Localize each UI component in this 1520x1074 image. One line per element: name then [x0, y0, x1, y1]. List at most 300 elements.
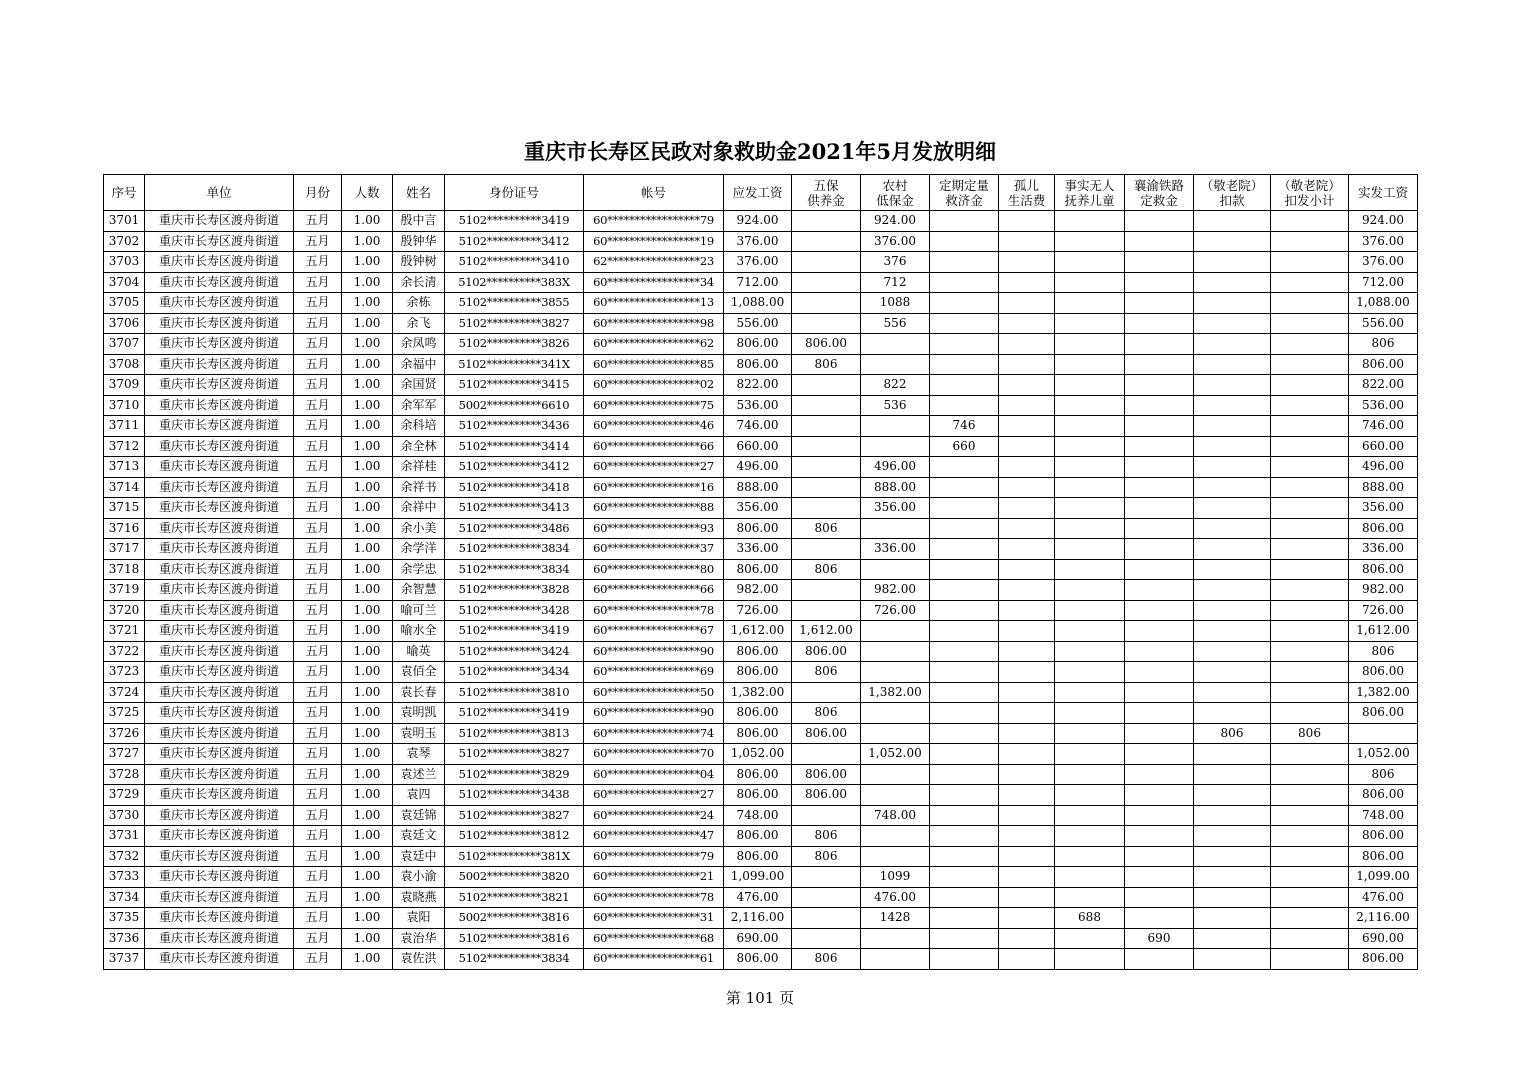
cell-name: 余福中: [393, 354, 445, 375]
cell-orphan: [999, 231, 1055, 252]
cell-gross-pay: 1,088.00: [724, 293, 792, 314]
table-row: [104, 436, 1418, 457]
cell-net-pay: 726.00: [1349, 600, 1418, 621]
cell-wubao: [792, 867, 861, 888]
column-header-id-number: 身份证号: [445, 175, 584, 211]
table-row: [104, 805, 1418, 826]
cell-count: 1.00: [342, 867, 393, 888]
cell-name: 余飞: [393, 313, 445, 334]
cell-account: 60*****************98: [584, 313, 724, 334]
cell-gross-pay: 888.00: [724, 477, 792, 498]
cell-name: 袁长春: [393, 682, 445, 703]
cell-wubao: 1,612.00: [792, 621, 861, 642]
cell-net-pay: 806.00: [1349, 518, 1418, 539]
cell-unit: 重庆市长寿区渡舟街道: [145, 313, 294, 334]
cell-account: 60*****************93: [584, 518, 724, 539]
table-row: [104, 908, 1418, 929]
cell-orphan: [999, 744, 1055, 765]
cell-orphan: [999, 805, 1055, 826]
cell-id-number: 5102**********383X: [445, 272, 584, 293]
cell-xiangyu: [1125, 682, 1194, 703]
cell-wubao: 806.00: [792, 764, 861, 785]
cell-dingqi: [930, 354, 999, 375]
cell-deduct-subtotal: [1271, 805, 1349, 826]
cell-children: [1055, 580, 1125, 601]
cell-xiangyu: [1125, 641, 1194, 662]
cell-deduct: [1194, 518, 1271, 539]
cell-xiangyu: [1125, 908, 1194, 929]
cell-id-number: 5102**********3412: [445, 457, 584, 478]
cell-month: 五月: [294, 846, 342, 867]
cell-name: 袁明玉: [393, 723, 445, 744]
cell-seq: 3736: [104, 928, 145, 949]
cell-count: 1.00: [342, 805, 393, 826]
cell-seq: 3701: [104, 211, 145, 232]
cell-dingqi: [930, 272, 999, 293]
cell-orphan: [999, 395, 1055, 416]
cell-account: 60*****************88: [584, 498, 724, 519]
cell-net-pay: 806: [1349, 764, 1418, 785]
cell-wubao: 806: [792, 354, 861, 375]
cell-children: [1055, 949, 1125, 970]
cell-dibao: 748.00: [861, 805, 930, 826]
cell-month: 五月: [294, 641, 342, 662]
cell-children: [1055, 641, 1125, 662]
cell-deduct: [1194, 272, 1271, 293]
cell-account: 60*****************27: [584, 785, 724, 806]
cell-id-number: 5102**********3419: [445, 703, 584, 724]
cell-dibao: 376: [861, 252, 930, 273]
cell-deduct-subtotal: [1271, 764, 1349, 785]
cell-dingqi: [930, 621, 999, 642]
cell-unit: 重庆市长寿区渡舟街道: [145, 518, 294, 539]
cell-unit: 重庆市长寿区渡舟街道: [145, 785, 294, 806]
cell-gross-pay: 336.00: [724, 539, 792, 560]
cell-seq: 3709: [104, 375, 145, 396]
cell-orphan: [999, 334, 1055, 355]
cell-id-number: 5002**********6610: [445, 395, 584, 416]
cell-orphan: [999, 457, 1055, 478]
cell-orphan: [999, 477, 1055, 498]
cell-account: 60*****************70: [584, 744, 724, 765]
cell-account: 60*****************24: [584, 805, 724, 826]
cell-count: 1.00: [342, 436, 393, 457]
cell-month: 五月: [294, 723, 342, 744]
cell-children: [1055, 846, 1125, 867]
cell-month: 五月: [294, 703, 342, 724]
cell-id-number: 5102**********3419: [445, 621, 584, 642]
column-header-children: 事实无人 抚养儿童: [1055, 175, 1125, 211]
table-row: [104, 477, 1418, 498]
cell-id-number: 5102**********341X: [445, 354, 584, 375]
cell-id-number: 5102**********3834: [445, 539, 584, 560]
cell-seq: 3718: [104, 559, 145, 580]
cell-deduct: [1194, 334, 1271, 355]
cell-dibao: 1428: [861, 908, 930, 929]
cell-orphan: [999, 867, 1055, 888]
cell-dibao: 336.00: [861, 539, 930, 560]
cell-dibao: 982.00: [861, 580, 930, 601]
cell-children: [1055, 805, 1125, 826]
cell-dibao: 356.00: [861, 498, 930, 519]
cell-children: [1055, 231, 1125, 252]
cell-gross-pay: 806.00: [724, 662, 792, 683]
cell-deduct-subtotal: [1271, 559, 1349, 580]
cell-deduct-subtotal: [1271, 703, 1349, 724]
cell-orphan: [999, 641, 1055, 662]
cell-wubao: [792, 539, 861, 560]
cell-month: 五月: [294, 436, 342, 457]
cell-dibao: 536: [861, 395, 930, 416]
cell-children: [1055, 621, 1125, 642]
cell-unit: 重庆市长寿区渡舟街道: [145, 211, 294, 232]
cell-children: [1055, 518, 1125, 539]
cell-deduct: [1194, 621, 1271, 642]
cell-net-pay: 1,382.00: [1349, 682, 1418, 703]
cell-wubao: [792, 231, 861, 252]
cell-children: [1055, 559, 1125, 580]
cell-wubao: 806.00: [792, 334, 861, 355]
cell-seq: 3710: [104, 395, 145, 416]
cell-orphan: [999, 559, 1055, 580]
cell-month: 五月: [294, 211, 342, 232]
cell-name: 喻可兰: [393, 600, 445, 621]
cell-id-number: 5102**********3827: [445, 744, 584, 765]
cell-id-number: 5102**********3415: [445, 375, 584, 396]
cell-id-number: 5102**********3834: [445, 949, 584, 970]
cell-xiangyu: 690: [1125, 928, 1194, 949]
cell-orphan: [999, 662, 1055, 683]
cell-wubao: [792, 211, 861, 232]
cell-gross-pay: 748.00: [724, 805, 792, 826]
cell-net-pay: 806.00: [1349, 559, 1418, 580]
table-row: [104, 559, 1418, 580]
cell-net-pay: 2,116.00: [1349, 908, 1418, 929]
cell-seq: 3724: [104, 682, 145, 703]
cell-unit: 重庆市长寿区渡舟街道: [145, 764, 294, 785]
cell-seq: 3726: [104, 723, 145, 744]
cell-month: 五月: [294, 354, 342, 375]
cell-dingqi: [930, 457, 999, 478]
cell-name: 余国贤: [393, 375, 445, 396]
cell-count: 1.00: [342, 744, 393, 765]
cell-count: 1.00: [342, 949, 393, 970]
cell-orphan: [999, 785, 1055, 806]
column-header-orphan: 孤儿 生活费: [999, 175, 1055, 211]
cell-name: 喻英: [393, 641, 445, 662]
cell-deduct-subtotal: [1271, 580, 1349, 601]
cell-account: 60*****************31: [584, 908, 724, 929]
cell-month: 五月: [294, 375, 342, 396]
cell-orphan: [999, 293, 1055, 314]
column-header-account: 帐号: [584, 175, 724, 211]
cell-deduct: [1194, 764, 1271, 785]
cell-seq: 3722: [104, 641, 145, 662]
cell-deduct-subtotal: [1271, 395, 1349, 416]
cell-name: 余长清: [393, 272, 445, 293]
table-row: [104, 785, 1418, 806]
cell-net-pay: 1,612.00: [1349, 621, 1418, 642]
cell-net-pay: 806: [1349, 334, 1418, 355]
cell-count: 1.00: [342, 682, 393, 703]
cell-children: [1055, 436, 1125, 457]
cell-seq: 3727: [104, 744, 145, 765]
cell-month: 五月: [294, 600, 342, 621]
cell-name: 余栋: [393, 293, 445, 314]
cell-net-pay: 712.00: [1349, 272, 1418, 293]
cell-dibao: [861, 826, 930, 847]
cell-gross-pay: 376.00: [724, 231, 792, 252]
cell-name: 余科培: [393, 416, 445, 437]
cell-unit: 重庆市长寿区渡舟街道: [145, 375, 294, 396]
cell-month: 五月: [294, 231, 342, 252]
table-row: [104, 826, 1418, 847]
cell-gross-pay: 726.00: [724, 600, 792, 621]
cell-deduct-subtotal: [1271, 211, 1349, 232]
cell-children: [1055, 211, 1125, 232]
cell-dibao: [861, 703, 930, 724]
cell-month: 五月: [294, 908, 342, 929]
cell-account: 60*****************85: [584, 354, 724, 375]
cell-dingqi: [930, 375, 999, 396]
cell-deduct-subtotal: [1271, 354, 1349, 375]
cell-count: 1.00: [342, 498, 393, 519]
cell-name: 袁廷文: [393, 826, 445, 847]
page-number: 第 101 页: [725, 989, 795, 1007]
cell-account: 60*****************74: [584, 723, 724, 744]
table-row: [104, 846, 1418, 867]
cell-deduct-subtotal: [1271, 928, 1349, 949]
cell-xiangyu: [1125, 887, 1194, 908]
column-header-xiangyu: 襄渝铁路 定救金: [1125, 175, 1194, 211]
table-row: [104, 518, 1418, 539]
cell-dibao: [861, 928, 930, 949]
cell-net-pay: 496.00: [1349, 457, 1418, 478]
cell-account: 60*****************79: [584, 846, 724, 867]
cell-dibao: 822: [861, 375, 930, 396]
cell-gross-pay: 806.00: [724, 518, 792, 539]
cell-deduct-subtotal: [1271, 539, 1349, 560]
cell-deduct: [1194, 887, 1271, 908]
cell-children: [1055, 744, 1125, 765]
cell-children: [1055, 764, 1125, 785]
cell-count: 1.00: [342, 231, 393, 252]
cell-unit: 重庆市长寿区渡舟街道: [145, 436, 294, 457]
cell-count: 1.00: [342, 764, 393, 785]
cell-count: 1.00: [342, 313, 393, 334]
cell-deduct-subtotal: [1271, 826, 1349, 847]
cell-orphan: [999, 354, 1055, 375]
cell-unit: 重庆市长寿区渡舟街道: [145, 395, 294, 416]
cell-dingqi: [930, 949, 999, 970]
cell-seq: 3711: [104, 416, 145, 437]
cell-dibao: [861, 662, 930, 683]
cell-id-number: 5002**********3820: [445, 867, 584, 888]
cell-id-number: 5102**********3826: [445, 334, 584, 355]
cell-seq: 3708: [104, 354, 145, 375]
table-row: [104, 928, 1418, 949]
cell-net-pay: 1,088.00: [1349, 293, 1418, 314]
cell-dibao: 888.00: [861, 477, 930, 498]
cell-xiangyu: [1125, 703, 1194, 724]
cell-deduct: [1194, 703, 1271, 724]
cell-seq: 3731: [104, 826, 145, 847]
cell-gross-pay: 1,382.00: [724, 682, 792, 703]
cell-gross-pay: 1,052.00: [724, 744, 792, 765]
cell-net-pay: 1,052.00: [1349, 744, 1418, 765]
cell-deduct-subtotal: [1271, 785, 1349, 806]
cell-seq: 3723: [104, 662, 145, 683]
cell-id-number: 5102**********3419: [445, 211, 584, 232]
cell-id-number: 5102**********3412: [445, 231, 584, 252]
cell-xiangyu: [1125, 867, 1194, 888]
cell-net-pay: 806.00: [1349, 785, 1418, 806]
cell-dibao: 1,382.00: [861, 682, 930, 703]
cell-id-number: 5102**********3414: [445, 436, 584, 457]
cell-deduct: [1194, 846, 1271, 867]
cell-wubao: [792, 416, 861, 437]
cell-net-pay: 746.00: [1349, 416, 1418, 437]
cell-deduct: [1194, 231, 1271, 252]
cell-deduct-subtotal: [1271, 846, 1349, 867]
cell-account: 60*****************75: [584, 395, 724, 416]
cell-count: 1.00: [342, 211, 393, 232]
table-row: [104, 641, 1418, 662]
cell-month: 五月: [294, 252, 342, 273]
cell-unit: 重庆市长寿区渡舟街道: [145, 887, 294, 908]
cell-wubao: [792, 395, 861, 416]
cell-gross-pay: 376.00: [724, 252, 792, 273]
cell-gross-pay: 982.00: [724, 580, 792, 601]
cell-count: 1.00: [342, 662, 393, 683]
cell-gross-pay: 806.00: [724, 785, 792, 806]
cell-deduct: [1194, 580, 1271, 601]
cell-seq: 3730: [104, 805, 145, 826]
table-row: [104, 580, 1418, 601]
cell-dibao: 1,052.00: [861, 744, 930, 765]
cell-month: 五月: [294, 518, 342, 539]
cell-gross-pay: 806.00: [724, 559, 792, 580]
cell-net-pay: 806.00: [1349, 703, 1418, 724]
cell-account: 60*****************62: [584, 334, 724, 355]
cell-name: 余全林: [393, 436, 445, 457]
table-row: [104, 703, 1418, 724]
cell-seq: 3706: [104, 313, 145, 334]
cell-gross-pay: 746.00: [724, 416, 792, 437]
column-header-month: 月份: [294, 175, 342, 211]
cell-month: 五月: [294, 764, 342, 785]
cell-gross-pay: 806.00: [724, 703, 792, 724]
cell-deduct-subtotal: [1271, 662, 1349, 683]
cell-xiangyu: [1125, 252, 1194, 273]
cell-gross-pay: 496.00: [724, 457, 792, 478]
cell-orphan: [999, 887, 1055, 908]
cell-dibao: 556: [861, 313, 930, 334]
table-row: [104, 211, 1418, 232]
table-row: [104, 457, 1418, 478]
cell-unit: 重庆市长寿区渡舟街道: [145, 231, 294, 252]
cell-id-number: 5102**********3424: [445, 641, 584, 662]
table-row: [104, 272, 1418, 293]
cell-id-number: 5002**********3816: [445, 908, 584, 929]
table-row: [104, 662, 1418, 683]
cell-wubao: [792, 682, 861, 703]
cell-dibao: [861, 559, 930, 580]
cell-deduct-subtotal: [1271, 293, 1349, 314]
cell-deduct-subtotal: [1271, 600, 1349, 621]
cell-seq: 3715: [104, 498, 145, 519]
cell-count: 1.00: [342, 826, 393, 847]
payment-table: [103, 174, 1418, 970]
cell-wubao: [792, 908, 861, 929]
table-row: [104, 600, 1418, 621]
cell-net-pay: 924.00: [1349, 211, 1418, 232]
cell-deduct: [1194, 395, 1271, 416]
cell-count: 1.00: [342, 908, 393, 929]
cell-dingqi: [930, 313, 999, 334]
cell-dingqi: [930, 559, 999, 580]
cell-xiangyu: [1125, 662, 1194, 683]
cell-name: 袁晓燕: [393, 887, 445, 908]
cell-unit: 重庆市长寿区渡舟街道: [145, 826, 294, 847]
cell-count: 1.00: [342, 580, 393, 601]
cell-deduct: [1194, 436, 1271, 457]
cell-deduct: [1194, 641, 1271, 662]
cell-net-pay: 476.00: [1349, 887, 1418, 908]
cell-month: 五月: [294, 744, 342, 765]
cell-gross-pay: 806.00: [724, 334, 792, 355]
cell-seq: 3729: [104, 785, 145, 806]
cell-dingqi: 660: [930, 436, 999, 457]
cell-children: [1055, 826, 1125, 847]
cell-wubao: [792, 600, 861, 621]
cell-unit: 重庆市长寿区渡舟街道: [145, 723, 294, 744]
cell-deduct: [1194, 744, 1271, 765]
cell-deduct-subtotal: [1271, 436, 1349, 457]
cell-dibao: [861, 723, 930, 744]
cell-dingqi: [930, 826, 999, 847]
cell-children: [1055, 334, 1125, 355]
cell-unit: 重庆市长寿区渡舟街道: [145, 928, 294, 949]
cell-net-pay: 982.00: [1349, 580, 1418, 601]
cell-orphan: [999, 580, 1055, 601]
cell-deduct-subtotal: [1271, 867, 1349, 888]
cell-month: 五月: [294, 539, 342, 560]
cell-count: 1.00: [342, 477, 393, 498]
cell-deduct: [1194, 539, 1271, 560]
cell-month: 五月: [294, 498, 342, 519]
cell-id-number: 5102**********3813: [445, 723, 584, 744]
cell-wubao: 806: [792, 703, 861, 724]
cell-xiangyu: [1125, 375, 1194, 396]
cell-id-number: 5102**********3438: [445, 785, 584, 806]
cell-name: 殷中言: [393, 211, 445, 232]
cell-net-pay: 556.00: [1349, 313, 1418, 334]
cell-dibao: 726.00: [861, 600, 930, 621]
table-row: [104, 764, 1418, 785]
cell-children: [1055, 375, 1125, 396]
cell-net-pay: 748.00: [1349, 805, 1418, 826]
cell-unit: 重庆市长寿区渡舟街道: [145, 252, 294, 273]
cell-orphan: [999, 928, 1055, 949]
cell-month: 五月: [294, 928, 342, 949]
cell-dingqi: [930, 231, 999, 252]
cell-xiangyu: [1125, 211, 1194, 232]
cell-gross-pay: 536.00: [724, 395, 792, 416]
cell-deduct: [1194, 949, 1271, 970]
cell-dibao: [861, 621, 930, 642]
cell-deduct-subtotal: [1271, 949, 1349, 970]
